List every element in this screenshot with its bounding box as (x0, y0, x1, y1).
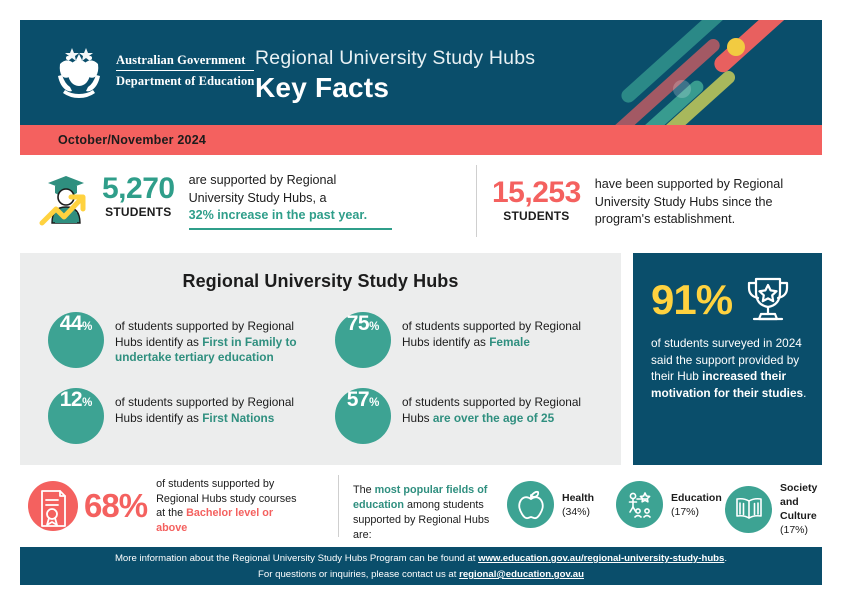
stat-number: 15,253 (492, 176, 581, 209)
government-line-2: Department of Education (116, 74, 255, 88)
footer-line-1-suffix: . (724, 553, 728, 564)
footer-line-1-prefix: More information about the Regional University Study Hubs Program can be found at (114, 553, 479, 564)
diagonal-stripes-decoration (562, 20, 822, 125)
contact-email-link[interactable]: regional@education.gov.au (459, 569, 584, 580)
fact-text (402, 388, 610, 426)
field-society-culture (725, 481, 822, 537)
percent-symbol: % (82, 397, 93, 409)
certificate-icon (28, 481, 78, 531)
motivation-text (633, 327, 822, 401)
top-stats-row (20, 163, 822, 245)
demographics-panel (20, 253, 621, 465)
percent-circle (335, 312, 391, 368)
open-book-icon (734, 496, 764, 522)
field-value: (34%) (562, 505, 591, 518)
bottom-row (20, 475, 822, 540)
footer-line-1 (20, 547, 822, 566)
percent-circle (48, 312, 104, 368)
fact-text (402, 312, 610, 350)
fact-highlight: are over the age of 25 (432, 410, 555, 425)
fact-highlight: First Nations (202, 410, 275, 425)
date-bar (20, 125, 822, 155)
fact-text (115, 312, 316, 366)
trophy-icon (742, 273, 794, 327)
fact-text (115, 388, 316, 426)
fact-lead: of students supported by Regional Hubs (402, 395, 582, 425)
percent-symbol: % (369, 321, 380, 333)
stat-description (189, 167, 392, 230)
percent-symbol: % (369, 397, 380, 409)
stat-unit: STUDENTS (503, 209, 570, 223)
fact-female (335, 312, 610, 368)
fields-lead-highlight: most popular fields of education (353, 484, 488, 511)
stat-text-line2: University Study Hubs since the (594, 194, 773, 209)
demographics-heading: Regional University Study Hubs (182, 271, 459, 291)
government-wordmark (116, 53, 254, 89)
government-line-1: Australian Government (116, 53, 254, 71)
australian-coat-of-arms-icon (48, 46, 110, 100)
percent-value: 57 (346, 388, 370, 411)
bachelor-text-plain: of students supported by Regional Hubs study courses at the (156, 478, 297, 519)
fact-lead: of students supported by Regional Hubs identify as (115, 395, 295, 425)
stats-divider (476, 165, 477, 237)
field-label (562, 491, 594, 519)
fact-lead: of students supported by Regional Hubs identify as (402, 319, 582, 349)
field-name: Society and Culture (780, 482, 818, 522)
stat-text-line1: have been supported by Regional (594, 177, 784, 191)
field-education (616, 481, 722, 528)
stat-text-highlight: 32% increase in the past year. (188, 208, 368, 222)
stat-number-block (492, 171, 581, 223)
motivation-text-highlight: increased their motivation for their studies (651, 369, 804, 400)
bottom-divider (338, 475, 339, 537)
fact-highlight: First in Family to undertake tertiary education (115, 334, 297, 364)
footer-line-2 (20, 566, 822, 582)
fields-lead-text (353, 483, 501, 543)
field-value: (17%) (671, 505, 700, 518)
stat-total-students (492, 171, 783, 229)
graduate-growth-icon (34, 167, 98, 231)
classroom-icon (625, 490, 655, 520)
field-name: Education (671, 491, 722, 504)
fields-lead-plain-1: The (353, 484, 375, 496)
page-title: Key Facts (255, 72, 390, 103)
motivation-panel (633, 253, 822, 465)
field-label (780, 481, 822, 537)
stat-number: 5,270 (102, 172, 175, 205)
stat-description (595, 171, 783, 229)
field-name: Health (562, 491, 595, 504)
bachelor-percent: 68% (84, 487, 148, 524)
percent-value: 12 (59, 388, 83, 411)
motivation-percent: 91% (651, 276, 733, 323)
field-value: (17%) (780, 524, 809, 536)
bachelor-text-highlight: Bachelor level or above (156, 507, 274, 534)
percent-value: 75 (346, 312, 370, 335)
open-book-icon-wrap (725, 486, 772, 533)
fact-first-in-family (48, 312, 316, 368)
footer-bar (20, 547, 822, 585)
field-label (671, 491, 722, 519)
fact-lead: of students supported by Regional Hubs identify as (115, 319, 295, 349)
stat-unit: STUDENTS (105, 205, 172, 219)
stat-current-students (34, 167, 392, 231)
field-health (507, 481, 594, 528)
header-subtitle: Regional University Study Hubs (255, 47, 536, 69)
date-label: October/November 2024 (58, 133, 207, 147)
underline-rule (189, 228, 392, 230)
stat-text-line1: are supported by Regional (188, 173, 337, 187)
apple-icon-wrap (507, 481, 554, 528)
program-website-link[interactable]: www.education.gov.au/regional-university-study-hubs (478, 553, 725, 564)
stat-text-line2: University Study Hubs, a (188, 190, 327, 205)
title-block (255, 46, 535, 105)
fact-highlight: Female (489, 334, 530, 349)
fact-over-25 (335, 388, 610, 444)
percent-symbol: % (82, 321, 93, 333)
stat-text-line3: program's establishment. (594, 212, 736, 226)
fact-first-nations (48, 388, 316, 444)
apple-icon (517, 490, 545, 520)
header-banner (20, 20, 822, 125)
footer-line-2-prefix: For questions or inquiries, please contact us at (258, 569, 460, 580)
percent-circle (48, 388, 104, 444)
bachelor-text (156, 477, 306, 535)
classroom-icon-wrap (616, 481, 663, 528)
motivation-text-plain: of students surveyed in 2024 said the support provided by their Hub (651, 336, 802, 383)
motivation-headline (633, 253, 822, 327)
percent-value: 44 (59, 312, 83, 335)
bachelor-level-stat (28, 477, 306, 535)
stat-number-block (102, 167, 175, 219)
fields-lead-plain-2: among students supported by Regional Hubs are: (353, 499, 490, 541)
percent-circle (335, 388, 391, 444)
motivation-text-end: . (803, 385, 807, 400)
